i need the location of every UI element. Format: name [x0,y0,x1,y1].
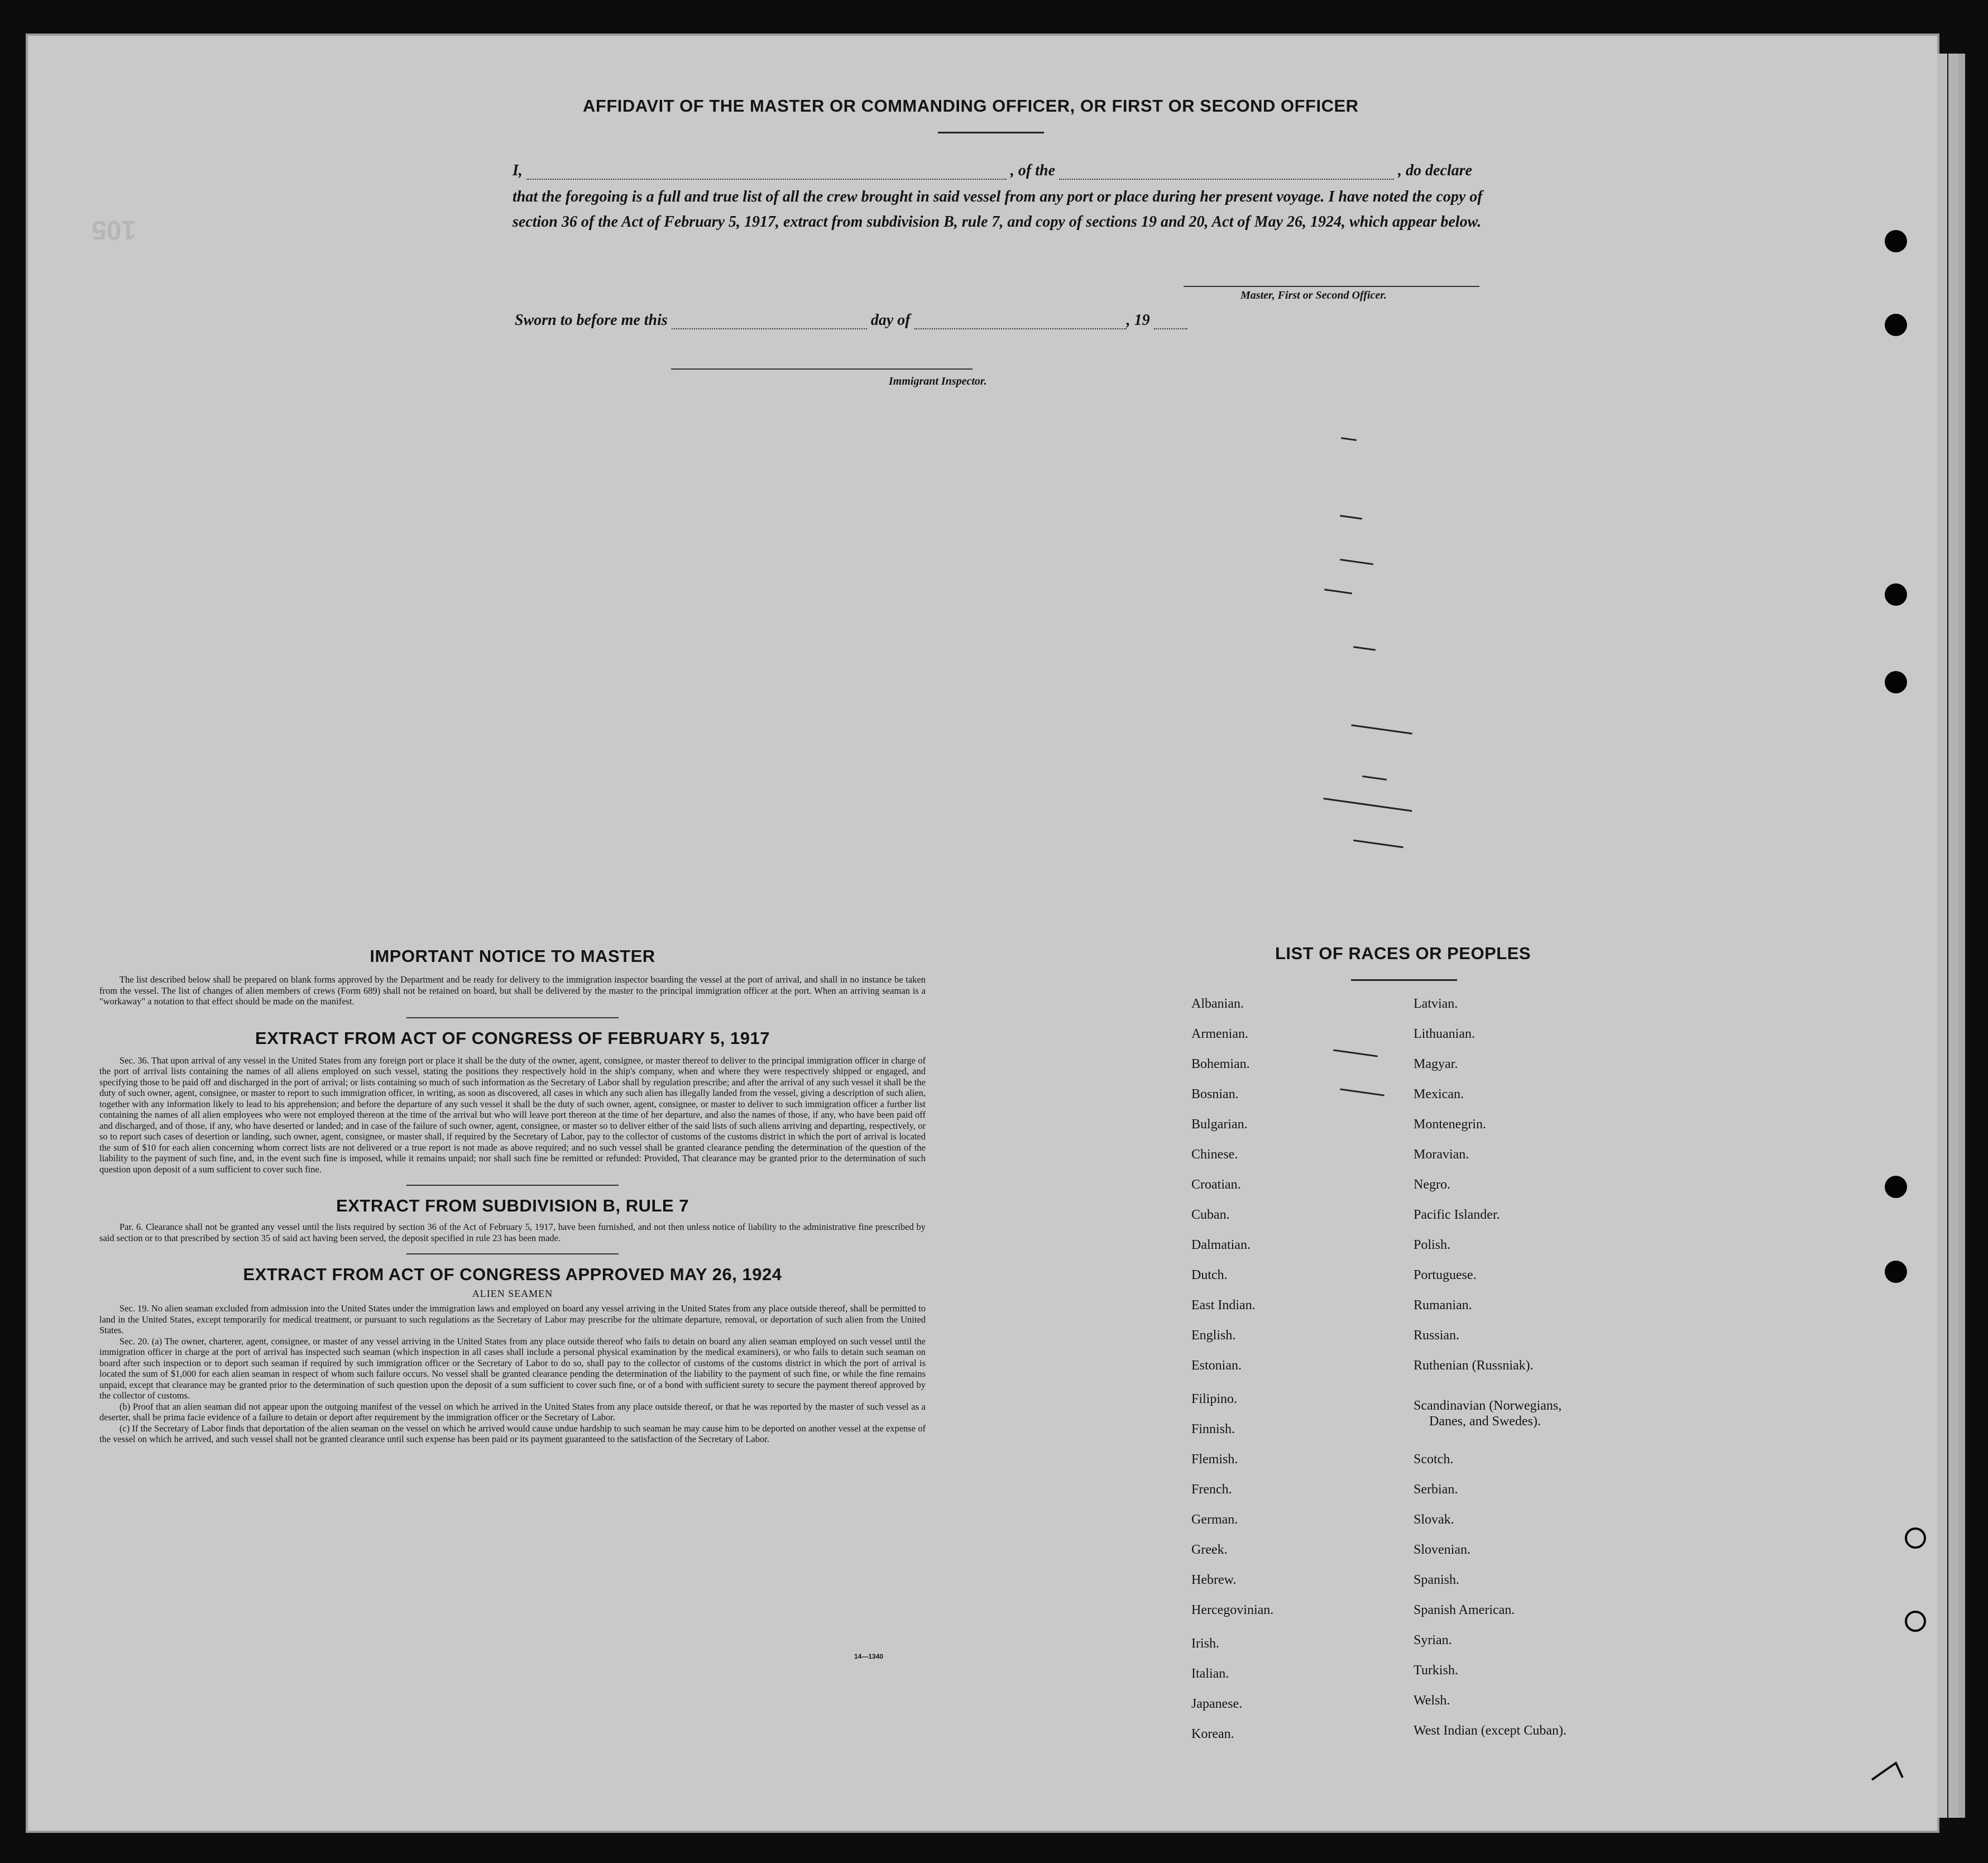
binder-hole [1885,1176,1907,1198]
race-item: East Indian. [1191,1298,1256,1313]
race-item: Croatian. [1191,1177,1241,1192]
sec19-paragraph: Sec. 19. No alien seaman excluded from admission into the United States under the immigration laws and employed on board any vessel arriving in the United States from any place outside thereof, shall be permitted to land in the United States, except temporarily for medical treatment, or pursuant to such regulations as the Secretary of Labor may prescribe for the ultimate departure, removal, or deportation of such alien from the United States. [99,1303,926,1335]
binder-hole [1885,1261,1907,1283]
pencil-mark [1869,1759,1908,1792]
affidavit-first-line [512,162,1517,184]
race-item: Chinese. [1191,1147,1238,1162]
alien-seamen-subtitle: ALIEN SEAMEN [472,1288,553,1299]
sec20a-paragraph: Sec. 20. (a) The owner, charterer, agent, consignee, or master of any vessel arriving in the United States from any place outside thereof who fails to detain on board any alien seaman employed on such vessel until the immigration officer in charge at the port of arrival has inspected such seaman (which inspection in all cases shall include a personal physical examination by the medical examiners), or who fails to detain such seaman on board after such inspection or to deport such seaman if required by such immigration officer or the Secretary of Labor to do so, shall pay to the collector of customs of the customs district in which the port of arrival is located the sum of $1,000 for each alien seaman in respect of whom such failure occurs. No vessel shall be granted clearance pending the determination of the liability to the payment of such fine, or while the fine remains unpaid, except that clearance may be granted prior to the determination of such question upon the deposit of a sum sufficient to cover such fine, or of a bond with sufficient surety to secure the payment thereof approved by the collector of customs. [99,1335,926,1401]
binder-hole [1905,1611,1926,1632]
month-blank [914,314,1127,329]
race-item: Scotch. [1414,1452,1454,1467]
page-edge [1948,54,1958,1818]
master-signature-label: Master, First or Second Officer. [1240,289,1387,301]
extract-1917-text [99,1055,926,1175]
race-item: Bulgarian. [1191,1117,1248,1132]
notice-paragraph: The list described below shall be prepared on blank forms approved by the Department and be ready for delivery to the immigration inspector boarding the vessel at the port of arrival, and shall in no instance be taken from the vessel. The list of changes of alien members of crews (Form 689) shall not be retained on board, but shall be delivered by the master to the principal immigration officer at the port. When an arriving seaman is a "workaway" a notation to that effect should be made on the manifest. [99,974,926,1007]
race-item: Welsh. [1414,1693,1450,1708]
race-item: Polish. [1414,1238,1451,1252]
race-item: Ruthenian (Russniak). [1414,1358,1534,1373]
race-item: West Indian (except Cuban). [1414,1723,1567,1738]
race-item: Mexican. [1414,1087,1464,1101]
section-rule [406,1253,619,1254]
race-item: Finnish. [1191,1422,1235,1436]
year-blank [1154,314,1187,329]
race-item: English. [1191,1328,1236,1343]
notice-text [99,974,926,1007]
race-item: Flemish. [1191,1452,1238,1467]
race-item: Estonian. [1191,1358,1242,1373]
extract-1924-title: EXTRACT FROM ACT OF CONGRESS APPROVED MAY 26, 1924 [243,1265,782,1284]
extract-rule7-text [99,1222,926,1243]
page-edge [1937,54,1947,1818]
sworn-prefix: Sworn to before me this [515,312,668,329]
race-item: Korean. [1191,1727,1234,1741]
extract-1917-title: EXTRACT FROM ACT OF CONGRESS OF FEBRUARY 5, 1917 [255,1028,770,1048]
affidavit-of-the: , of the [1010,162,1056,179]
race-item: Scandinavian (Norwegians, [1414,1399,1562,1413]
affidavit-I: I, [512,162,523,179]
race-item: Filipino. [1191,1392,1238,1406]
race-item: Hercegovinian. [1191,1603,1274,1617]
race-item: German. [1191,1512,1238,1527]
race-item: Danes, and Swedes). [1429,1414,1541,1429]
race-item: Turkish. [1414,1663,1458,1678]
race-item: Bohemian. [1191,1057,1250,1071]
race-item: Rumanian. [1414,1298,1472,1313]
binder-hole [1885,583,1907,606]
notice-column [99,946,926,1445]
section-rule [406,1185,619,1186]
race-item: Negro. [1414,1177,1450,1192]
race-item: Syrian. [1414,1633,1452,1648]
sec20b-paragraph: (b) Proof that an alien seaman did not appear upon the outgoing manifest of the vessel on which he arrived in the United States from any place outside thereof, or that he was reported by the master of such vessel as a deserter, shall be prima facie evidence of a failure to detain or deport after requirement by the immigration officer or the Secretary of Labor. [99,1401,926,1423]
race-item: Albanian. [1191,997,1244,1011]
sec20c-paragraph: (c) If the Secretary of Labor finds that deportation of the alien seaman on the vessel on which he arrived would cause undue hardship to such seaman he may cause him to be deported on another vessel at the expense of the vessel on which he arrived, and such vessel shall not be granted clearance until such expense has been paid or its payment guaranteed to the satisfaction of the Secretary of Labor. [99,1423,926,1444]
sworn-year: , 19 [1126,312,1150,329]
binder-hole [1905,1527,1926,1549]
race-item: Slovak. [1414,1512,1454,1527]
extract-1924-text [99,1303,926,1445]
affidavit-body: that the foregoing is a full and true list of all the crew brought in said vessel from any port or place during her present voyage. I have noted the copy of section 36 of the Act of February 5, 1917, extract from subdivision B, rule 7, and copy of sections 19 and 20, Act of May 26, 1924, which appear below. [512,188,1483,231]
race-item: Hebrew. [1191,1573,1237,1587]
race-item: French. [1191,1482,1232,1497]
name-blank [526,164,1007,180]
section-rule [406,1017,619,1018]
extract-rule7-title: EXTRACT FROM SUBDIVISION B, RULE 7 [336,1196,689,1215]
race-item: Armenian. [1191,1027,1248,1041]
day-blank [672,314,867,329]
race-item: Lithuanian. [1414,1027,1475,1041]
sec36-paragraph: Sec. 36. That upon arrival of any vessel in the United States from any foreign port or place it shall be the duty of the owner, agent, consignee, or master thereof to deliver to the principal immigration officer in charge of the port of arrival lists containing the names of all aliens employed on such vessel, stating the positions they respectively hold in the ship's company, when and where they were respectively shipped or engaged, and specifying those to be paid off and discharged in the port of arrival; or lists containing so much of such information as the Secretary of Labor shall by regulation prescribe; and after the arrival of any such vessel it shall be the duty of such owner, agent, consignee, or master to report to such immigration officer, in writing, as soon as discovered, all cases in which any such alien has illegally landed from the vessel, giving a description of such alien, together with any information likely to lead to his apprehension; and before the departure of any such vessel it shall be the duty of such owner, agent, consignee, or master to deliver to such immigration officer a further list containing the names of all alien employees who were not employed thereon at the time of the arrival but who will leave port thereon at the time of her departure, and also the names of those, if any, who have been paid off and discharged, and of those, if any, who have deserted or landed; and in case of the failure of such owner, agent, consignee, or master so to deliver either of the said lists of such aliens arriving and departing, respectively, or so to report such cases of desertion or landing, such owner, agent, consignee, or master shall, if required by the Secretary of Labor, pay to the collector of customs of the customs district in which the port of arrival is located the sum of $10 for each alien concerning whom correct lists are not delivered or a true report is not made as above required; and no such vessel shall be granted clearance pending the determination of the question of the liability to the payment of such fine, and, in the event such fine is imposed, while it remains unpaid; nor shall such fine be remitted or refunded: Provided, That clearance may be granted prior to the determination of such question upon deposit of a sum sufficient to cover such fine. [99,1055,926,1175]
race-item: Magyar. [1414,1057,1458,1071]
vessel-blank [1059,164,1394,180]
race-item: Spanish. [1414,1573,1460,1587]
race-item: Bosnian. [1191,1087,1239,1101]
race-item: Pacific Islander. [1414,1208,1500,1222]
binder-hole [1885,230,1907,252]
race-item: Latvian. [1414,997,1458,1011]
race-item: Dalmatian. [1191,1238,1251,1252]
race-item: Cuban. [1191,1208,1230,1222]
race-item: Dutch. [1191,1268,1228,1282]
affidavit-do-declare: , do declare [1398,162,1472,179]
bleed-through-number: 105 [92,215,137,245]
inspector-label: Immigrant Inspector. [889,375,987,387]
race-item: Serbian. [1414,1482,1458,1497]
race-item: Greek. [1191,1543,1228,1557]
page-edge [1958,54,1965,1818]
title-rule [938,132,1044,133]
par6-paragraph: Par. 6. Clearance shall not be granted any vessel until the lists required by section 36 of the Act of February 5, 1917, have been furnished, and not then unless notice of liability to the administrative fine prescribed by said section or to that prescribed by section 35 of said act having been served, the deposit specified in rule 23 has been made. [99,1222,926,1243]
race-item: Italian. [1191,1666,1229,1681]
binder-hole [1885,314,1907,336]
inspector-signature-line [671,368,973,370]
sworn-line [515,312,1187,329]
master-signature-line [1184,286,1479,287]
race-item: Irish. [1191,1636,1219,1651]
binder-hole [1885,671,1907,693]
races-rule [1351,979,1457,981]
form-number: 14—1340 [854,1653,884,1660]
race-item: Japanese. [1191,1697,1243,1711]
document-page [28,36,1937,1831]
affidavit-title: AFFIDAVIT OF THE MASTER OR COMMANDING OFFICER, OR FIRST OR SECOND OFFICER [583,96,1359,116]
notice-title: IMPORTANT NOTICE TO MASTER [370,946,655,966]
races-title: LIST OF RACES OR PEOPLES [1275,944,1531,963]
race-item: Portuguese. [1414,1268,1477,1282]
race-item: Moravian. [1414,1147,1469,1162]
race-item: Slovenian. [1414,1543,1470,1557]
sworn-day-of: day of [870,312,911,329]
race-item: Russian. [1414,1328,1460,1343]
race-item: Spanish American. [1414,1603,1515,1617]
race-item: Montenegrin. [1414,1117,1486,1132]
